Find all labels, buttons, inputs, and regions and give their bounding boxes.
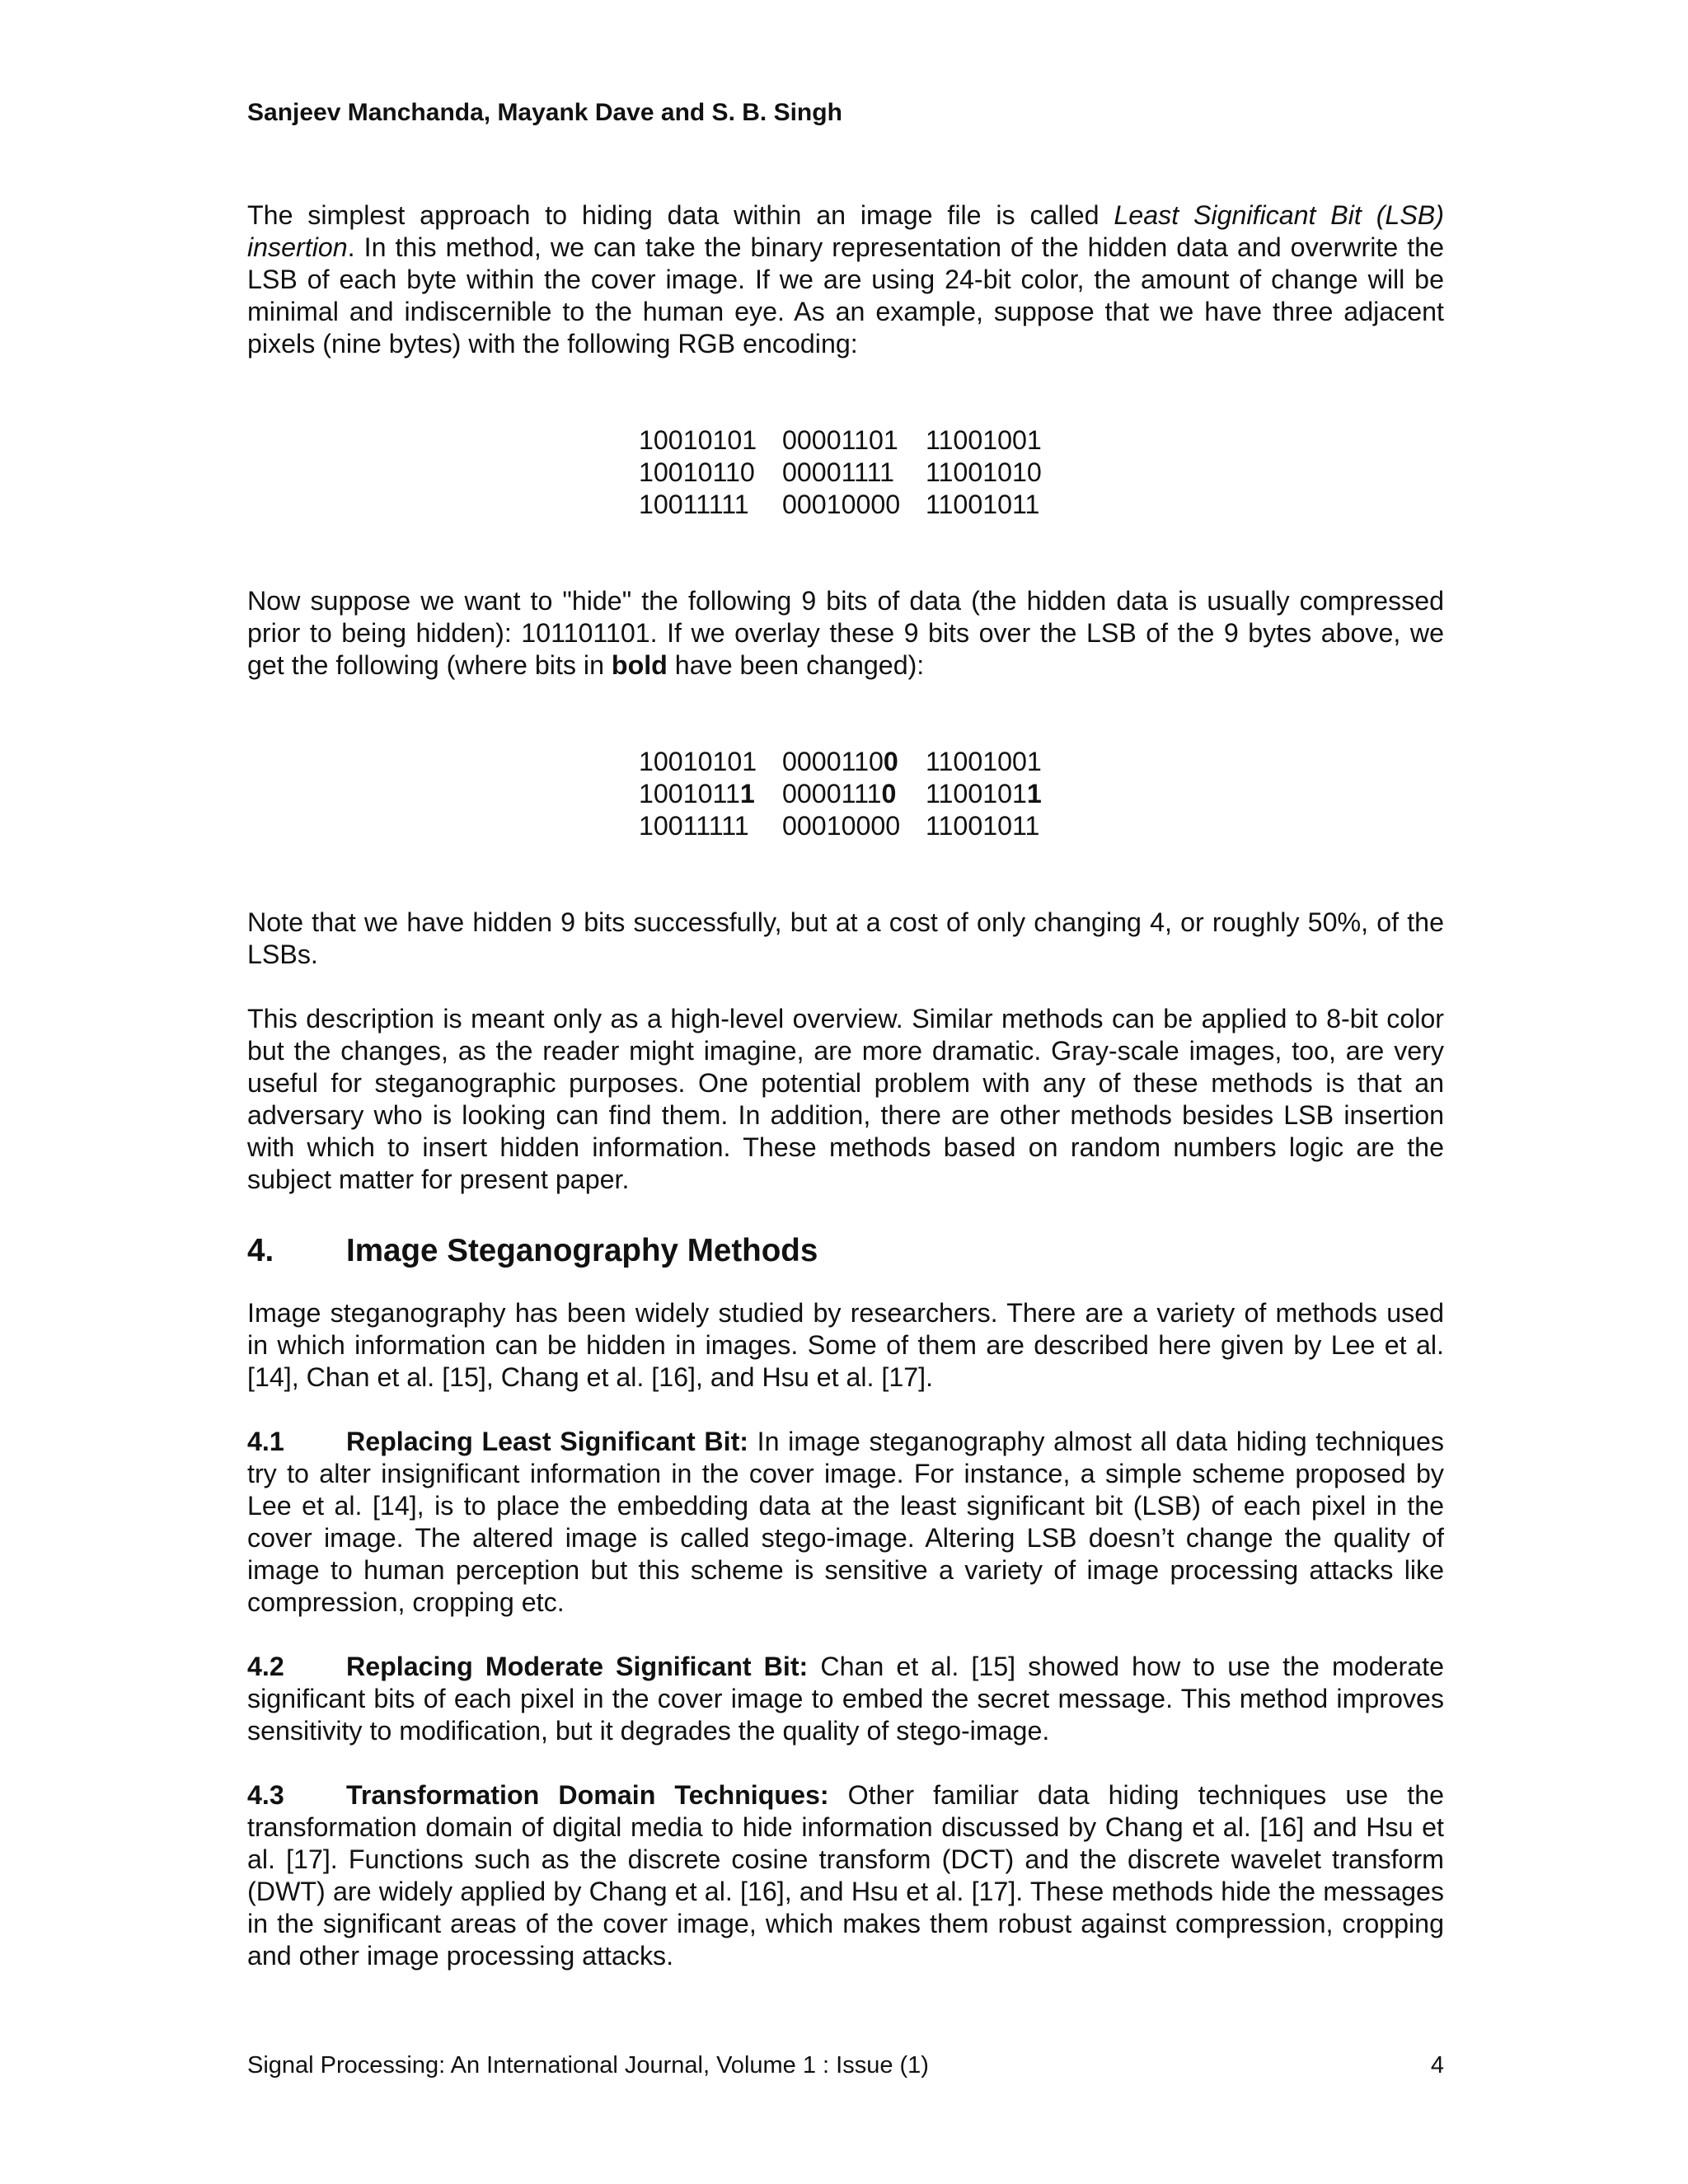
original-bits-table	[639, 424, 1444, 521]
overview-paragraph: This description is meant only as a high-level overview. Similar methods can be applied to 8-bit color but the changes, as the reader might imagine, are more dramatic. Gray-scale images, too, are very useful for steganographic purposes. One potential problem with any of these methods is that an adversary who is looking can find them. In addition, there are other methods besides LSB insertion with which to insert hidden information. These methods based on random numbers logic are the subject matter for present paper.	[247, 1004, 1444, 1194]
bits-cell: 00001101	[782, 425, 898, 455]
bits-cell: 00001110	[782, 779, 897, 808]
bits-row	[639, 778, 1444, 810]
bits-cell: 10010101	[639, 425, 757, 455]
bits-row	[639, 746, 1444, 778]
subsection-number: 4.2	[247, 1652, 284, 1681]
footer-journal: Signal Processing: An International Journal, Volume 1 : Issue (1)	[247, 2052, 929, 2079]
hide-bits-paragraph	[247, 585, 1444, 682]
hide-bold-word: bold	[611, 650, 668, 680]
subsection-title: Replacing Least Significant Bit:	[346, 1427, 749, 1456]
hide-text-a: Now suppose we want to "hide" the following 9 bits of data (the hidden data is usually compressed prior to being hidden): 101101101. If we overlay these 9 bits over the LSB of the 9 bytes above, we get the following (where bits in	[247, 586, 1444, 680]
intro-paragraph	[247, 199, 1444, 360]
bits-row	[639, 810, 1444, 842]
subsection-text: Other familiar data hiding techniques use the transformation domain of digital media to hide information discussed by Chang et al. [16] and Hsu et al. [17]. Functions such as the discrete cosine transform (DCT) and the discrete wavelet transform (DWT) are widely applied by Chang et al. [16], and Hsu et al. [17]. These methods hide the messages in the significant areas of the cover image, which makes them robust against compression, cropping and other image processing attacks.	[247, 1780, 1444, 1971]
subsection-number: 4.3	[247, 1780, 284, 1810]
subsection-4-3	[247, 1779, 1444, 1972]
bits-cell: 00001100	[782, 747, 898, 776]
bits-row	[639, 489, 1444, 521]
bits-cell: 10010101	[639, 747, 757, 776]
hide-text-b: have been changed):	[667, 650, 925, 680]
subsection-text: Chan et al. [15] showed how to use the moderate significant bits of each pixel in the cover image to embed the secret message. This method improves sensitivity to modification, but it degrades the quality of stego-image.	[247, 1652, 1444, 1746]
section-intro-paragraph: Image steganography has been widely studied by researchers. There are a variety of methods used in which information can be hidden in images. Some of them are described here given by Lee et al. [14], Chan et al. [15], Chang et al. [16], and Hsu et al. [17].	[247, 1298, 1444, 1392]
bits-cell: 11001010	[926, 457, 1042, 487]
subsection-text: In image steganography almost all data hiding techniques try to alter insignificant information in the cover image. For instance, a simple scheme proposed by Lee et al. [14], is to place the embedding data at the least significant bit (LSB) of each pixel in the cover image. The altered image is called stego-image. Altering LSB doesn’t change the quality of image to human perception but this scheme is sensitive a variety of image processing attacks like compression, cropping etc.	[247, 1427, 1444, 1617]
page-footer	[247, 2050, 1444, 2081]
subsection-4-1	[247, 1426, 1444, 1619]
bits-cell: 10010111	[639, 779, 755, 808]
page-body	[247, 199, 1444, 1972]
subsection-4-2	[247, 1651, 1444, 1747]
subsection-title: Replacing Moderate Significant Bit:	[346, 1652, 809, 1681]
intro-text-b: . In this method, we can take the binary representation of the hidden data and overwrite the LSB of each byte within the cover image. If we are using 24-bit color, the amount of change will be minimal and indiscernible to the human eye. As an example, suppose that we have three adjacent pixels (nine bytes) with the following RGB encoding:	[247, 232, 1444, 359]
bits-cell: 00001111	[782, 457, 895, 487]
bits-cell: 11001001	[926, 425, 1042, 455]
intro-text-a: The simplest approach to hiding data within an image file is called	[247, 200, 1114, 230]
bits-cell: 10011111	[639, 490, 749, 519]
bits-cell: 00010000	[782, 490, 901, 519]
section-heading	[247, 1232, 1444, 1270]
section-title: Image Steganography Methods	[346, 1233, 818, 1268]
running-header-authors: Sanjeev Manchanda, Mayank Dave and S. B. Singh	[247, 99, 842, 126]
subsection-number: 4.1	[247, 1427, 284, 1456]
bits-cell: 11001011	[926, 490, 1040, 519]
bits-cell: 10010110	[639, 457, 755, 487]
bits-cell: 11001011	[926, 779, 1042, 808]
bits-row	[639, 457, 1444, 489]
subsection-title: Transformation Domain Techniques:	[346, 1780, 829, 1810]
bits-row	[639, 424, 1444, 457]
note-paragraph: Note that we have hidden 9 bits successfully, but at a cost of only changing 4, or roughly 50%, of the LSBs.	[247, 907, 1444, 969]
section-number: 4.	[247, 1233, 274, 1268]
bits-cell: 10011111	[639, 811, 749, 841]
intro-italic-term: Least Significant Bit (LSB) insertion	[247, 200, 1444, 262]
bits-cell: 11001011	[926, 811, 1040, 841]
footer-page-number: 4	[1430, 2052, 1444, 2079]
bits-cell: 11001001	[926, 747, 1042, 776]
modified-bits-table	[639, 746, 1444, 842]
bits-cell: 00010000	[782, 811, 901, 841]
